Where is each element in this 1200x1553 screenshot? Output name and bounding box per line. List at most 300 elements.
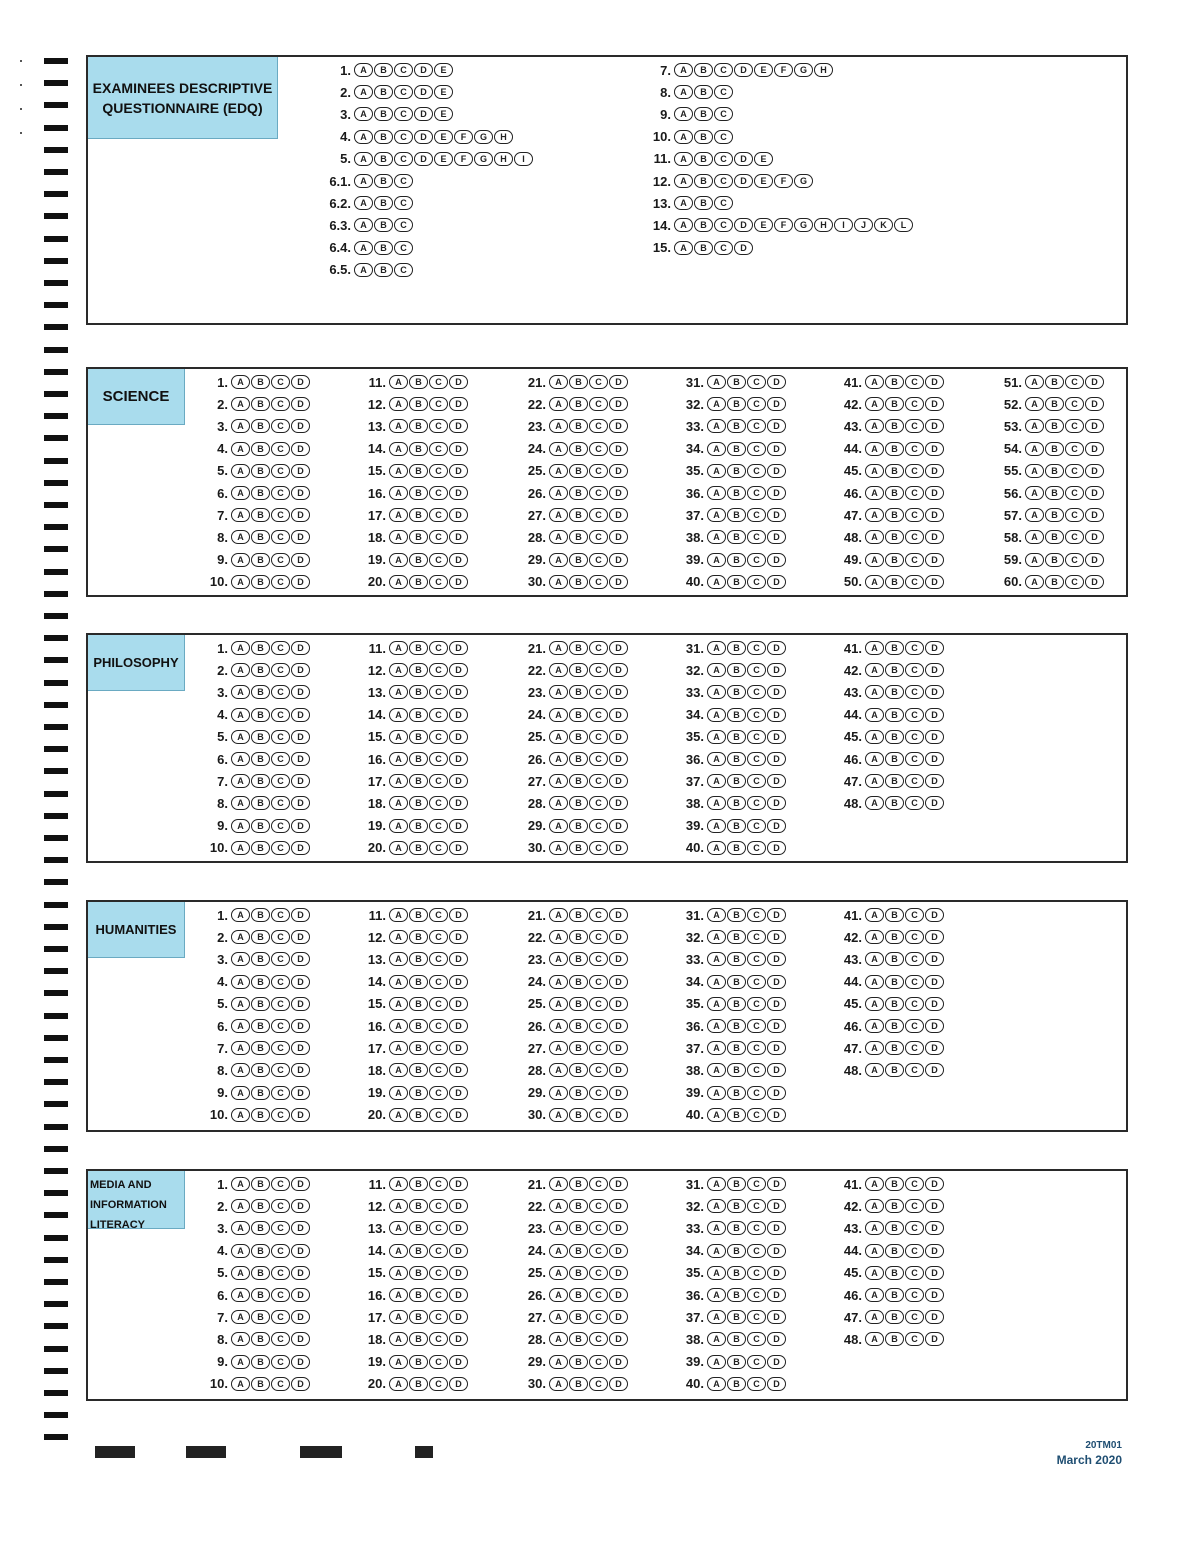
answer-bubble-a[interactable]: A <box>549 1019 568 1033</box>
answer-bubble-a[interactable]: A <box>354 263 373 277</box>
answer-bubble-b[interactable]: B <box>251 464 270 478</box>
answer-bubble-d[interactable]: D <box>414 152 433 166</box>
answer-bubble-b[interactable]: B <box>569 419 588 433</box>
answer-bubble-c[interactable]: C <box>589 1288 608 1302</box>
answer-bubble-e[interactable]: E <box>754 218 773 232</box>
answer-bubble-c[interactable]: C <box>905 663 924 677</box>
answer-bubble-c[interactable]: C <box>589 819 608 833</box>
answer-bubble-c[interactable]: C <box>589 530 608 544</box>
answer-bubble-b[interactable]: B <box>885 375 904 389</box>
answer-bubble-b[interactable]: B <box>569 663 588 677</box>
answer-bubble-d[interactable]: D <box>609 1221 628 1235</box>
answer-bubble-b[interactable]: B <box>569 641 588 655</box>
answer-bubble-d[interactable]: D <box>925 1332 944 1346</box>
answer-bubble-i[interactable]: I <box>514 152 533 166</box>
answer-bubble-a[interactable]: A <box>231 486 250 500</box>
answer-bubble-c[interactable]: C <box>429 908 448 922</box>
answer-bubble-b[interactable]: B <box>885 553 904 567</box>
answer-bubble-b[interactable]: B <box>409 663 428 677</box>
answer-bubble-d[interactable]: D <box>414 107 433 121</box>
answer-bubble-a[interactable]: A <box>389 752 408 766</box>
answer-bubble-c[interactable]: C <box>429 685 448 699</box>
answer-bubble-d[interactable]: D <box>449 952 468 966</box>
answer-bubble-l[interactable]: L <box>894 218 913 232</box>
answer-bubble-c[interactable]: C <box>429 530 448 544</box>
answer-bubble-b[interactable]: B <box>251 952 270 966</box>
answer-bubble-c[interactable]: C <box>747 1019 766 1033</box>
answer-bubble-b[interactable]: B <box>885 1266 904 1280</box>
answer-bubble-c[interactable]: C <box>747 952 766 966</box>
answer-bubble-b[interactable]: B <box>409 1063 428 1077</box>
answer-bubble-a[interactable]: A <box>865 397 884 411</box>
answer-bubble-d[interactable]: D <box>291 486 310 500</box>
answer-bubble-d[interactable]: D <box>414 130 433 144</box>
answer-bubble-a[interactable]: A <box>1025 553 1044 567</box>
answer-bubble-a[interactable]: A <box>389 774 408 788</box>
answer-bubble-a[interactable]: A <box>674 218 693 232</box>
answer-bubble-a[interactable]: A <box>231 796 250 810</box>
answer-bubble-c[interactable]: C <box>394 196 413 210</box>
answer-bubble-b[interactable]: B <box>251 908 270 922</box>
answer-bubble-d[interactable]: D <box>449 663 468 677</box>
answer-bubble-c[interactable]: C <box>589 1332 608 1346</box>
answer-bubble-c[interactable]: C <box>747 641 766 655</box>
answer-bubble-b[interactable]: B <box>694 174 713 188</box>
answer-bubble-b[interactable]: B <box>374 130 393 144</box>
answer-bubble-c[interactable]: C <box>905 1063 924 1077</box>
answer-bubble-b[interactable]: B <box>569 1041 588 1055</box>
answer-bubble-d[interactable]: D <box>449 641 468 655</box>
answer-bubble-b[interactable]: B <box>409 1108 428 1122</box>
answer-bubble-d[interactable]: D <box>767 930 786 944</box>
answer-bubble-b[interactable]: B <box>1045 575 1064 589</box>
answer-bubble-b[interactable]: B <box>727 663 746 677</box>
answer-bubble-c[interactable]: C <box>589 952 608 966</box>
answer-bubble-a[interactable]: A <box>865 1063 884 1077</box>
answer-bubble-b[interactable]: B <box>409 952 428 966</box>
answer-bubble-a[interactable]: A <box>707 442 726 456</box>
answer-bubble-c[interactable]: C <box>429 375 448 389</box>
answer-bubble-j[interactable]: J <box>854 218 873 232</box>
answer-bubble-b[interactable]: B <box>727 575 746 589</box>
answer-bubble-d[interactable]: D <box>925 997 944 1011</box>
answer-bubble-d[interactable]: D <box>925 464 944 478</box>
answer-bubble-a[interactable]: A <box>389 530 408 544</box>
answer-bubble-d[interactable]: D <box>291 774 310 788</box>
answer-bubble-a[interactable]: A <box>549 841 568 855</box>
answer-bubble-d[interactable]: D <box>609 1266 628 1280</box>
answer-bubble-c[interactable]: C <box>905 1019 924 1033</box>
answer-bubble-a[interactable]: A <box>865 752 884 766</box>
answer-bubble-b[interactable]: B <box>727 997 746 1011</box>
answer-bubble-d[interactable]: D <box>767 1244 786 1258</box>
answer-bubble-b[interactable]: B <box>409 819 428 833</box>
answer-bubble-d[interactable]: D <box>449 1177 468 1191</box>
answer-bubble-a[interactable]: A <box>707 663 726 677</box>
answer-bubble-b[interactable]: B <box>569 486 588 500</box>
answer-bubble-a[interactable]: A <box>231 952 250 966</box>
answer-bubble-b[interactable]: B <box>885 1019 904 1033</box>
answer-bubble-b[interactable]: B <box>409 930 428 944</box>
answer-bubble-c[interactable]: C <box>747 908 766 922</box>
answer-bubble-d[interactable]: D <box>291 1086 310 1100</box>
answer-bubble-b[interactable]: B <box>251 685 270 699</box>
answer-bubble-b[interactable]: B <box>727 1019 746 1033</box>
answer-bubble-c[interactable]: C <box>905 730 924 744</box>
answer-bubble-a[interactable]: A <box>865 1041 884 1055</box>
answer-bubble-b[interactable]: B <box>727 1288 746 1302</box>
answer-bubble-g[interactable]: G <box>794 218 813 232</box>
answer-bubble-a[interactable]: A <box>231 997 250 1011</box>
answer-bubble-b[interactable]: B <box>374 241 393 255</box>
answer-bubble-b[interactable]: B <box>251 442 270 456</box>
answer-bubble-b[interactable]: B <box>409 1332 428 1346</box>
answer-bubble-d[interactable]: D <box>291 730 310 744</box>
answer-bubble-c[interactable]: C <box>394 241 413 255</box>
answer-bubble-c[interactable]: C <box>429 508 448 522</box>
answer-bubble-c[interactable]: C <box>905 930 924 944</box>
answer-bubble-a[interactable]: A <box>549 663 568 677</box>
answer-bubble-b[interactable]: B <box>409 685 428 699</box>
answer-bubble-d[interactable]: D <box>925 1177 944 1191</box>
answer-bubble-a[interactable]: A <box>865 663 884 677</box>
answer-bubble-f[interactable]: F <box>774 63 793 77</box>
answer-bubble-a[interactable]: A <box>389 641 408 655</box>
answer-bubble-c[interactable]: C <box>905 952 924 966</box>
answer-bubble-c[interactable]: C <box>394 152 413 166</box>
answer-bubble-d[interactable]: D <box>767 1019 786 1033</box>
answer-bubble-b[interactable]: B <box>569 796 588 810</box>
answer-bubble-a[interactable]: A <box>707 1355 726 1369</box>
answer-bubble-a[interactable]: A <box>707 819 726 833</box>
answer-bubble-a[interactable]: A <box>549 819 568 833</box>
answer-bubble-c[interactable]: C <box>747 1108 766 1122</box>
answer-bubble-d[interactable]: D <box>449 796 468 810</box>
answer-bubble-b[interactable]: B <box>569 1063 588 1077</box>
answer-bubble-a[interactable]: A <box>1025 397 1044 411</box>
answer-bubble-b[interactable]: B <box>251 1221 270 1235</box>
answer-bubble-d[interactable]: D <box>449 419 468 433</box>
answer-bubble-d[interactable]: D <box>291 708 310 722</box>
answer-bubble-b[interactable]: B <box>885 1177 904 1191</box>
answer-bubble-d[interactable]: D <box>291 1355 310 1369</box>
answer-bubble-b[interactable]: B <box>251 1199 270 1213</box>
answer-bubble-b[interactable]: B <box>374 174 393 188</box>
answer-bubble-a[interactable]: A <box>707 1041 726 1055</box>
answer-bubble-b[interactable]: B <box>885 1221 904 1235</box>
answer-bubble-a[interactable]: A <box>707 975 726 989</box>
answer-bubble-a[interactable]: A <box>707 730 726 744</box>
answer-bubble-a[interactable]: A <box>389 464 408 478</box>
answer-bubble-f[interactable]: F <box>774 174 793 188</box>
answer-bubble-d[interactable]: D <box>767 796 786 810</box>
answer-bubble-a[interactable]: A <box>674 241 693 255</box>
answer-bubble-d[interactable]: D <box>291 685 310 699</box>
answer-bubble-c[interactable]: C <box>1065 575 1084 589</box>
answer-bubble-a[interactable]: A <box>865 1310 884 1324</box>
answer-bubble-a[interactable]: A <box>707 1199 726 1213</box>
answer-bubble-d[interactable]: D <box>449 1288 468 1302</box>
answer-bubble-d[interactable]: D <box>609 908 628 922</box>
answer-bubble-b[interactable]: B <box>727 975 746 989</box>
answer-bubble-b[interactable]: B <box>251 1310 270 1324</box>
answer-bubble-d[interactable]: D <box>609 1041 628 1055</box>
answer-bubble-b[interactable]: B <box>409 553 428 567</box>
answer-bubble-c[interactable]: C <box>714 63 733 77</box>
answer-bubble-d[interactable]: D <box>767 1041 786 1055</box>
answer-bubble-b[interactable]: B <box>409 419 428 433</box>
answer-bubble-d[interactable]: D <box>609 997 628 1011</box>
answer-bubble-g[interactable]: G <box>474 152 493 166</box>
answer-bubble-a[interactable]: A <box>389 1266 408 1280</box>
answer-bubble-c[interactable]: C <box>429 841 448 855</box>
answer-bubble-b[interactable]: B <box>251 774 270 788</box>
answer-bubble-c[interactable]: C <box>429 1108 448 1122</box>
answer-bubble-c[interactable]: C <box>1065 486 1084 500</box>
answer-bubble-c[interactable]: C <box>429 464 448 478</box>
answer-bubble-c[interactable]: C <box>589 375 608 389</box>
answer-bubble-b[interactable]: B <box>409 908 428 922</box>
answer-bubble-c[interactable]: C <box>714 196 733 210</box>
answer-bubble-b[interactable]: B <box>727 841 746 855</box>
answer-bubble-b[interactable]: B <box>409 1310 428 1324</box>
answer-bubble-c[interactable]: C <box>429 1244 448 1258</box>
answer-bubble-a[interactable]: A <box>354 218 373 232</box>
answer-bubble-b[interactable]: B <box>251 1266 270 1280</box>
answer-bubble-a[interactable]: A <box>707 641 726 655</box>
answer-bubble-d[interactable]: D <box>925 1199 944 1213</box>
answer-bubble-a[interactable]: A <box>707 397 726 411</box>
answer-bubble-a[interactable]: A <box>549 530 568 544</box>
answer-bubble-b[interactable]: B <box>569 1086 588 1100</box>
answer-bubble-c[interactable]: C <box>905 397 924 411</box>
answer-bubble-a[interactable]: A <box>707 1332 726 1346</box>
answer-bubble-c[interactable]: C <box>429 1332 448 1346</box>
answer-bubble-c[interactable]: C <box>589 1177 608 1191</box>
answer-bubble-d[interactable]: D <box>767 1177 786 1191</box>
answer-bubble-a[interactable]: A <box>865 641 884 655</box>
answer-bubble-c[interactable]: C <box>905 375 924 389</box>
answer-bubble-d[interactable]: D <box>767 997 786 1011</box>
answer-bubble-a[interactable]: A <box>549 553 568 567</box>
answer-bubble-d[interactable]: D <box>1085 397 1104 411</box>
answer-bubble-a[interactable]: A <box>231 841 250 855</box>
answer-bubble-c[interactable]: C <box>271 419 290 433</box>
answer-bubble-b[interactable]: B <box>727 1377 746 1391</box>
answer-bubble-c[interactable]: C <box>429 486 448 500</box>
answer-bubble-a[interactable]: A <box>389 975 408 989</box>
answer-bubble-d[interactable]: D <box>925 752 944 766</box>
answer-bubble-d[interactable]: D <box>767 819 786 833</box>
answer-bubble-c[interactable]: C <box>271 685 290 699</box>
answer-bubble-c[interactable]: C <box>747 1332 766 1346</box>
answer-bubble-c[interactable]: C <box>429 774 448 788</box>
answer-bubble-a[interactable]: A <box>389 1355 408 1369</box>
answer-bubble-a[interactable]: A <box>354 85 373 99</box>
answer-bubble-a[interactable]: A <box>389 553 408 567</box>
answer-bubble-a[interactable]: A <box>549 796 568 810</box>
answer-bubble-b[interactable]: B <box>885 486 904 500</box>
answer-bubble-a[interactable]: A <box>707 841 726 855</box>
answer-bubble-a[interactable]: A <box>231 908 250 922</box>
answer-bubble-c[interactable]: C <box>1065 375 1084 389</box>
answer-bubble-d[interactable]: D <box>609 553 628 567</box>
answer-bubble-a[interactable]: A <box>707 1310 726 1324</box>
answer-bubble-a[interactable]: A <box>231 1221 250 1235</box>
answer-bubble-a[interactable]: A <box>865 685 884 699</box>
answer-bubble-d[interactable]: D <box>291 1108 310 1122</box>
answer-bubble-d[interactable]: D <box>609 1063 628 1077</box>
answer-bubble-d[interactable]: D <box>449 730 468 744</box>
answer-bubble-d[interactable]: D <box>1085 553 1104 567</box>
answer-bubble-b[interactable]: B <box>885 530 904 544</box>
answer-bubble-d[interactable]: D <box>449 530 468 544</box>
answer-bubble-c[interactable]: C <box>1065 530 1084 544</box>
answer-bubble-a[interactable]: A <box>549 1288 568 1302</box>
answer-bubble-b[interactable]: B <box>374 196 393 210</box>
answer-bubble-d[interactable]: D <box>925 397 944 411</box>
answer-bubble-c[interactable]: C <box>271 375 290 389</box>
answer-bubble-d[interactable]: D <box>1085 419 1104 433</box>
answer-bubble-c[interactable]: C <box>271 975 290 989</box>
answer-bubble-d[interactable]: D <box>1085 575 1104 589</box>
answer-bubble-a[interactable]: A <box>389 708 408 722</box>
answer-bubble-a[interactable]: A <box>1025 419 1044 433</box>
answer-bubble-b[interactable]: B <box>727 930 746 944</box>
answer-bubble-d[interactable]: D <box>925 774 944 788</box>
answer-bubble-a[interactable]: A <box>865 486 884 500</box>
answer-bubble-d[interactable]: D <box>449 442 468 456</box>
answer-bubble-d[interactable]: D <box>767 1086 786 1100</box>
answer-bubble-d[interactable]: D <box>291 1177 310 1191</box>
answer-bubble-b[interactable]: B <box>409 841 428 855</box>
answer-bubble-b[interactable]: B <box>1045 464 1064 478</box>
answer-bubble-b[interactable]: B <box>727 708 746 722</box>
answer-bubble-d[interactable]: D <box>767 975 786 989</box>
answer-bubble-c[interactable]: C <box>589 641 608 655</box>
answer-bubble-d[interactable]: D <box>925 1041 944 1055</box>
answer-bubble-d[interactable]: D <box>449 553 468 567</box>
answer-bubble-c[interactable]: C <box>747 486 766 500</box>
answer-bubble-f[interactable]: F <box>774 218 793 232</box>
answer-bubble-b[interactable]: B <box>569 997 588 1011</box>
answer-bubble-b[interactable]: B <box>885 442 904 456</box>
answer-bubble-a[interactable]: A <box>707 796 726 810</box>
answer-bubble-d[interactable]: D <box>1085 486 1104 500</box>
answer-bubble-b[interactable]: B <box>409 1177 428 1191</box>
answer-bubble-a[interactable]: A <box>549 1310 568 1324</box>
answer-bubble-d[interactable]: D <box>609 708 628 722</box>
answer-bubble-d[interactable]: D <box>767 1377 786 1391</box>
answer-bubble-b[interactable]: B <box>885 930 904 944</box>
answer-bubble-b[interactable]: B <box>409 641 428 655</box>
answer-bubble-b[interactable]: B <box>409 397 428 411</box>
answer-bubble-b[interactable]: B <box>251 841 270 855</box>
answer-bubble-c[interactable]: C <box>271 841 290 855</box>
answer-bubble-d[interactable]: D <box>291 930 310 944</box>
answer-bubble-d[interactable]: D <box>925 685 944 699</box>
answer-bubble-c[interactable]: C <box>271 530 290 544</box>
answer-bubble-b[interactable]: B <box>1045 508 1064 522</box>
answer-bubble-b[interactable]: B <box>727 530 746 544</box>
answer-bubble-b[interactable]: B <box>409 1377 428 1391</box>
answer-bubble-b[interactable]: B <box>569 708 588 722</box>
answer-bubble-b[interactable]: B <box>251 663 270 677</box>
answer-bubble-b[interactable]: B <box>885 730 904 744</box>
answer-bubble-b[interactable]: B <box>885 663 904 677</box>
answer-bubble-b[interactable]: B <box>569 1199 588 1213</box>
answer-bubble-b[interactable]: B <box>569 530 588 544</box>
answer-bubble-a[interactable]: A <box>389 419 408 433</box>
answer-bubble-b[interactable]: B <box>1045 397 1064 411</box>
answer-bubble-a[interactable]: A <box>707 1221 726 1235</box>
answer-bubble-b[interactable]: B <box>251 419 270 433</box>
answer-bubble-a[interactable]: A <box>389 1086 408 1100</box>
answer-bubble-d[interactable]: D <box>291 1221 310 1235</box>
answer-bubble-h[interactable]: H <box>814 218 833 232</box>
answer-bubble-d[interactable]: D <box>609 685 628 699</box>
answer-bubble-e[interactable]: E <box>434 152 453 166</box>
answer-bubble-c[interactable]: C <box>271 819 290 833</box>
answer-bubble-c[interactable]: C <box>747 975 766 989</box>
answer-bubble-b[interactable]: B <box>727 1332 746 1346</box>
answer-bubble-g[interactable]: G <box>794 174 813 188</box>
answer-bubble-b[interactable]: B <box>251 486 270 500</box>
answer-bubble-b[interactable]: B <box>1045 553 1064 567</box>
answer-bubble-c[interactable]: C <box>271 752 290 766</box>
answer-bubble-d[interactable]: D <box>291 1019 310 1033</box>
answer-bubble-b[interactable]: B <box>885 1063 904 1077</box>
answer-bubble-c[interactable]: C <box>394 174 413 188</box>
answer-bubble-b[interactable]: B <box>251 752 270 766</box>
answer-bubble-c[interactable]: C <box>589 1310 608 1324</box>
answer-bubble-d[interactable]: D <box>609 1310 628 1324</box>
answer-bubble-d[interactable]: D <box>291 464 310 478</box>
answer-bubble-a[interactable]: A <box>549 1266 568 1280</box>
answer-bubble-d[interactable]: D <box>767 774 786 788</box>
answer-bubble-b[interactable]: B <box>727 1177 746 1191</box>
answer-bubble-c[interactable]: C <box>394 130 413 144</box>
answer-bubble-b[interactable]: B <box>885 1310 904 1324</box>
answer-bubble-d[interactable]: D <box>449 486 468 500</box>
answer-bubble-a[interactable]: A <box>389 508 408 522</box>
answer-bubble-d[interactable]: D <box>925 553 944 567</box>
answer-bubble-c[interactable]: C <box>271 1177 290 1191</box>
answer-bubble-c[interactable]: C <box>429 819 448 833</box>
answer-bubble-c[interactable]: C <box>429 1041 448 1055</box>
answer-bubble-c[interactable]: C <box>271 1041 290 1055</box>
answer-bubble-d[interactable]: D <box>767 730 786 744</box>
answer-bubble-d[interactable]: D <box>925 530 944 544</box>
answer-bubble-c[interactable]: C <box>905 685 924 699</box>
answer-bubble-b[interactable]: B <box>251 708 270 722</box>
answer-bubble-b[interactable]: B <box>409 575 428 589</box>
answer-bubble-c[interactable]: C <box>271 464 290 478</box>
answer-bubble-a[interactable]: A <box>231 1266 250 1280</box>
answer-bubble-d[interactable]: D <box>767 1355 786 1369</box>
answer-bubble-b[interactable]: B <box>885 575 904 589</box>
answer-bubble-d[interactable]: D <box>449 375 468 389</box>
answer-bubble-a[interactable]: A <box>865 774 884 788</box>
answer-bubble-d[interactable]: D <box>609 397 628 411</box>
answer-bubble-b[interactable]: B <box>409 1266 428 1280</box>
answer-bubble-b[interactable]: B <box>727 1063 746 1077</box>
answer-bubble-b[interactable]: B <box>569 575 588 589</box>
answer-bubble-d[interactable]: D <box>1085 508 1104 522</box>
answer-bubble-a[interactable]: A <box>231 1019 250 1033</box>
answer-bubble-c[interactable]: C <box>905 508 924 522</box>
answer-bubble-b[interactable]: B <box>727 752 746 766</box>
